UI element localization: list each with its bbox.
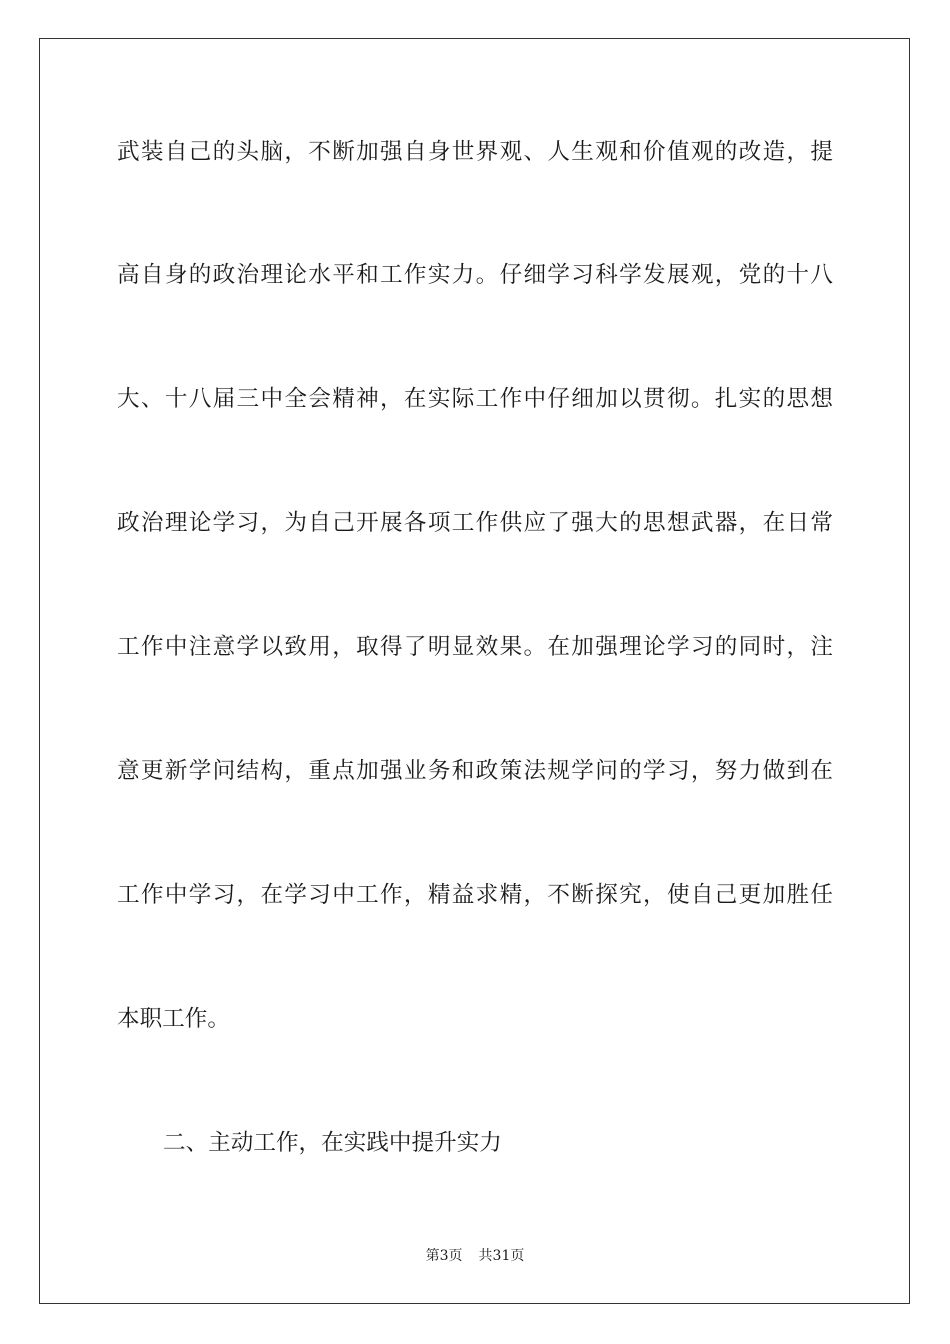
page-number: 第3页	[425, 1248, 463, 1264]
paragraph-line: 武装自己的头脑，不断加强自身世界观、人生观和价值观的改造，提	[117, 139, 833, 165]
paragraph-line: 大、十八届三中全会精神，在实际工作中仔细加以贯彻。扎实的思想	[117, 386, 833, 412]
paragraph-line: 意更新学问结构，重点加强业务和政策法规学问的学习，努力做到在	[117, 758, 833, 784]
paragraph-line: 本职工作。	[117, 1006, 230, 1032]
paragraph-line: 工作中学习，在学习中工作，精益求精，不断探究，使自己更加胜任	[117, 882, 833, 908]
paragraph-line: 工作中注意学以致用，取得了明显效果。在加强理论学习的同时，注	[117, 634, 833, 660]
page-footer	[0, 1246, 950, 1266]
section-heading: 二、主动工作，在实践中提升实力	[163, 1130, 502, 1156]
paragraph-line: 高自身的政治理论水平和工作实力。仔细学习科学发展观，党的十八	[117, 262, 833, 288]
page-total: 共31页	[478, 1248, 525, 1264]
page-border	[39, 38, 910, 1304]
paragraph-line: 政治理论学习，为自己开展各项工作供应了强大的思想武器，在日常	[117, 510, 833, 536]
